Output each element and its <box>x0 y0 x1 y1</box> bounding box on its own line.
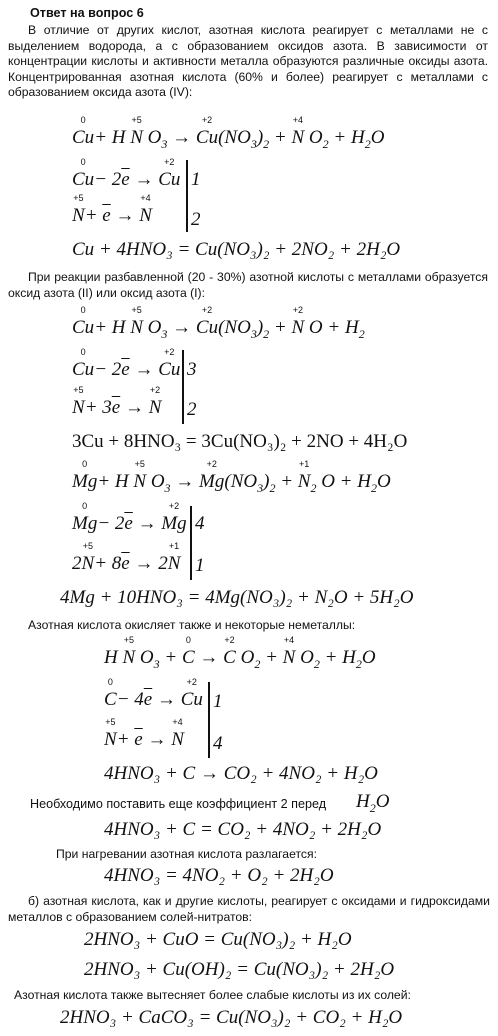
water-formula: $H_2O$ <box>356 791 390 815</box>
half-reaction-n-reduction: 2N +5 + $8\overline{e} \to 2N$ +1 <box>72 541 181 574</box>
oxides-paragraph: б) азотная кислота, как и другие кислоты, реагирует с оксидами и гидроксидами металлов с образованием солей-нитратов: <box>8 894 490 924</box>
balance-coefficient: 1 <box>195 555 205 576</box>
equation-cuo: 2HNO₃ + CuO = Cu(NO₃)₂ + H₂O <box>84 929 352 950</box>
half-reaction-n-reduction: N +5 + $\overline{e} \to N$ +4 <box>72 193 152 226</box>
equation-mg-balanced: 4Mg + 10HNO₃ = 4Mg(NO₃)₂ + N₂O + 5H₂O <box>60 587 414 608</box>
balance-coefficient: 4 <box>195 513 205 534</box>
intro-paragraph: В отличие от других кислот, азотная кислота реагирует с металлами не с выделением водорода, а с образованием оксидов азота. В зависимости от концентрации кислоты и активности металла образуются различные оксиды азота. Концентрированная азотная кислота (60% и более) реагирует с металлами с образованием оксида азота (IV): <box>8 23 488 100</box>
balance-coefficient: 2 <box>187 399 197 420</box>
equation-decomposition: 4HNO₃ = 4NO₂ + O₂ + 2H₂O <box>104 865 334 886</box>
equation-cu-dilute-scheme: Cu 0 + H N +5 $O_3 \to Cu$ +2 $(NO_3)_2 + N$ +2 $O + H_2$ <box>72 305 365 341</box>
half-reaction-cu-oxidation: Cu 0 − $2\overline{e} \to Cu$ +2 <box>72 157 181 190</box>
equation-carbon-balanced: 4HNO₃ + C → CO₂ + 4NO₂ + H₂O <box>104 763 378 784</box>
nonmetals-paragraph: Азотная кислота окисляет также и некоторые неметаллы: <box>28 618 356 632</box>
equation-cu-dilute-balanced: 3Cu + 8HNO₃ = 3Cu(NO₃)₂ + 2NO + 4H₂O <box>72 431 408 452</box>
balance-coefficient: 1 <box>191 169 201 190</box>
equation-carbon-fixed: 4HNO₃ + C = CO₂ + 4NO₂ + 2H₂O <box>104 819 382 840</box>
displacement-paragraph: Азотная кислота также вытесняет более слабые кислоты из их солей: <box>14 988 411 1002</box>
balance-divider <box>186 160 188 232</box>
page-title: Ответ на вопрос 6 <box>30 6 144 20</box>
balance-coefficient: 4 <box>213 733 223 754</box>
equation-carbon-scheme: H N +5 $O_3 + C$ 0 → C +2 $O_2 + N$ +4 $O_2 + H_2O$ <box>104 635 376 671</box>
half-reaction-n-reduction: N +5 + $\overline{e} \to N$ +4 <box>104 717 184 750</box>
half-reaction-n-reduction: N +5 + $3\overline{e} \to N$ +2 <box>72 385 162 418</box>
balance-coefficient: 1 <box>213 691 223 712</box>
balance-coefficient: 2 <box>191 209 201 230</box>
equation-cuoh2: 2HNO₃ + Cu(OH)₂ = Cu(NO₃)₂ + 2H₂O <box>84 959 395 980</box>
half-reaction-c-oxidation: C 0 − $4\overline{e} \to Cu$ +2 <box>104 677 203 710</box>
balance-divider <box>190 506 192 580</box>
heating-paragraph: При нагревании азотная кислота разлагается: <box>56 847 317 861</box>
half-reaction-mg-oxidation: Mg 0 − $2\overline{e} \to Mg$ +2 <box>72 501 187 534</box>
balance-divider <box>182 350 184 424</box>
dilute-paragraph: При реакции разбавленной (20 - 30%) азотной кислоты с металлами образуется оксид азота (II) или оксид азота (I): <box>8 270 488 300</box>
balance-divider <box>208 682 210 758</box>
equation-caco3: 2HNO₃ + CaCO₃ = Cu(NO₃)₂ + CO₂ + H₂O <box>60 1007 403 1028</box>
half-reaction-cu-oxidation: Cu 0 − $2\overline{e} \to Cu$ +2 <box>72 347 181 380</box>
equation-cu-conc-balanced: Cu + 4HNO₃ = Cu(NO₃)₂ + 2NO₂ + 2H₂O <box>72 239 401 260</box>
balance-coefficient: 3 <box>187 359 197 380</box>
equation-cu-conc-scheme: Cu 0 + H N +5 $O_3 \to Cu$ +2 $(NO_3)_2 + N$ +4 $O_2 + H_2O$ <box>72 115 385 151</box>
equation-mg-scheme: Mg 0 + H N +5 $O_3 \to Mg$ +2 $(NO_3)_2 + N$ +1 $_2$ $O + H_2O$ <box>72 459 391 495</box>
coefficient-note: Необходимо поставить еще коэффициент 2 перед <box>30 797 327 811</box>
